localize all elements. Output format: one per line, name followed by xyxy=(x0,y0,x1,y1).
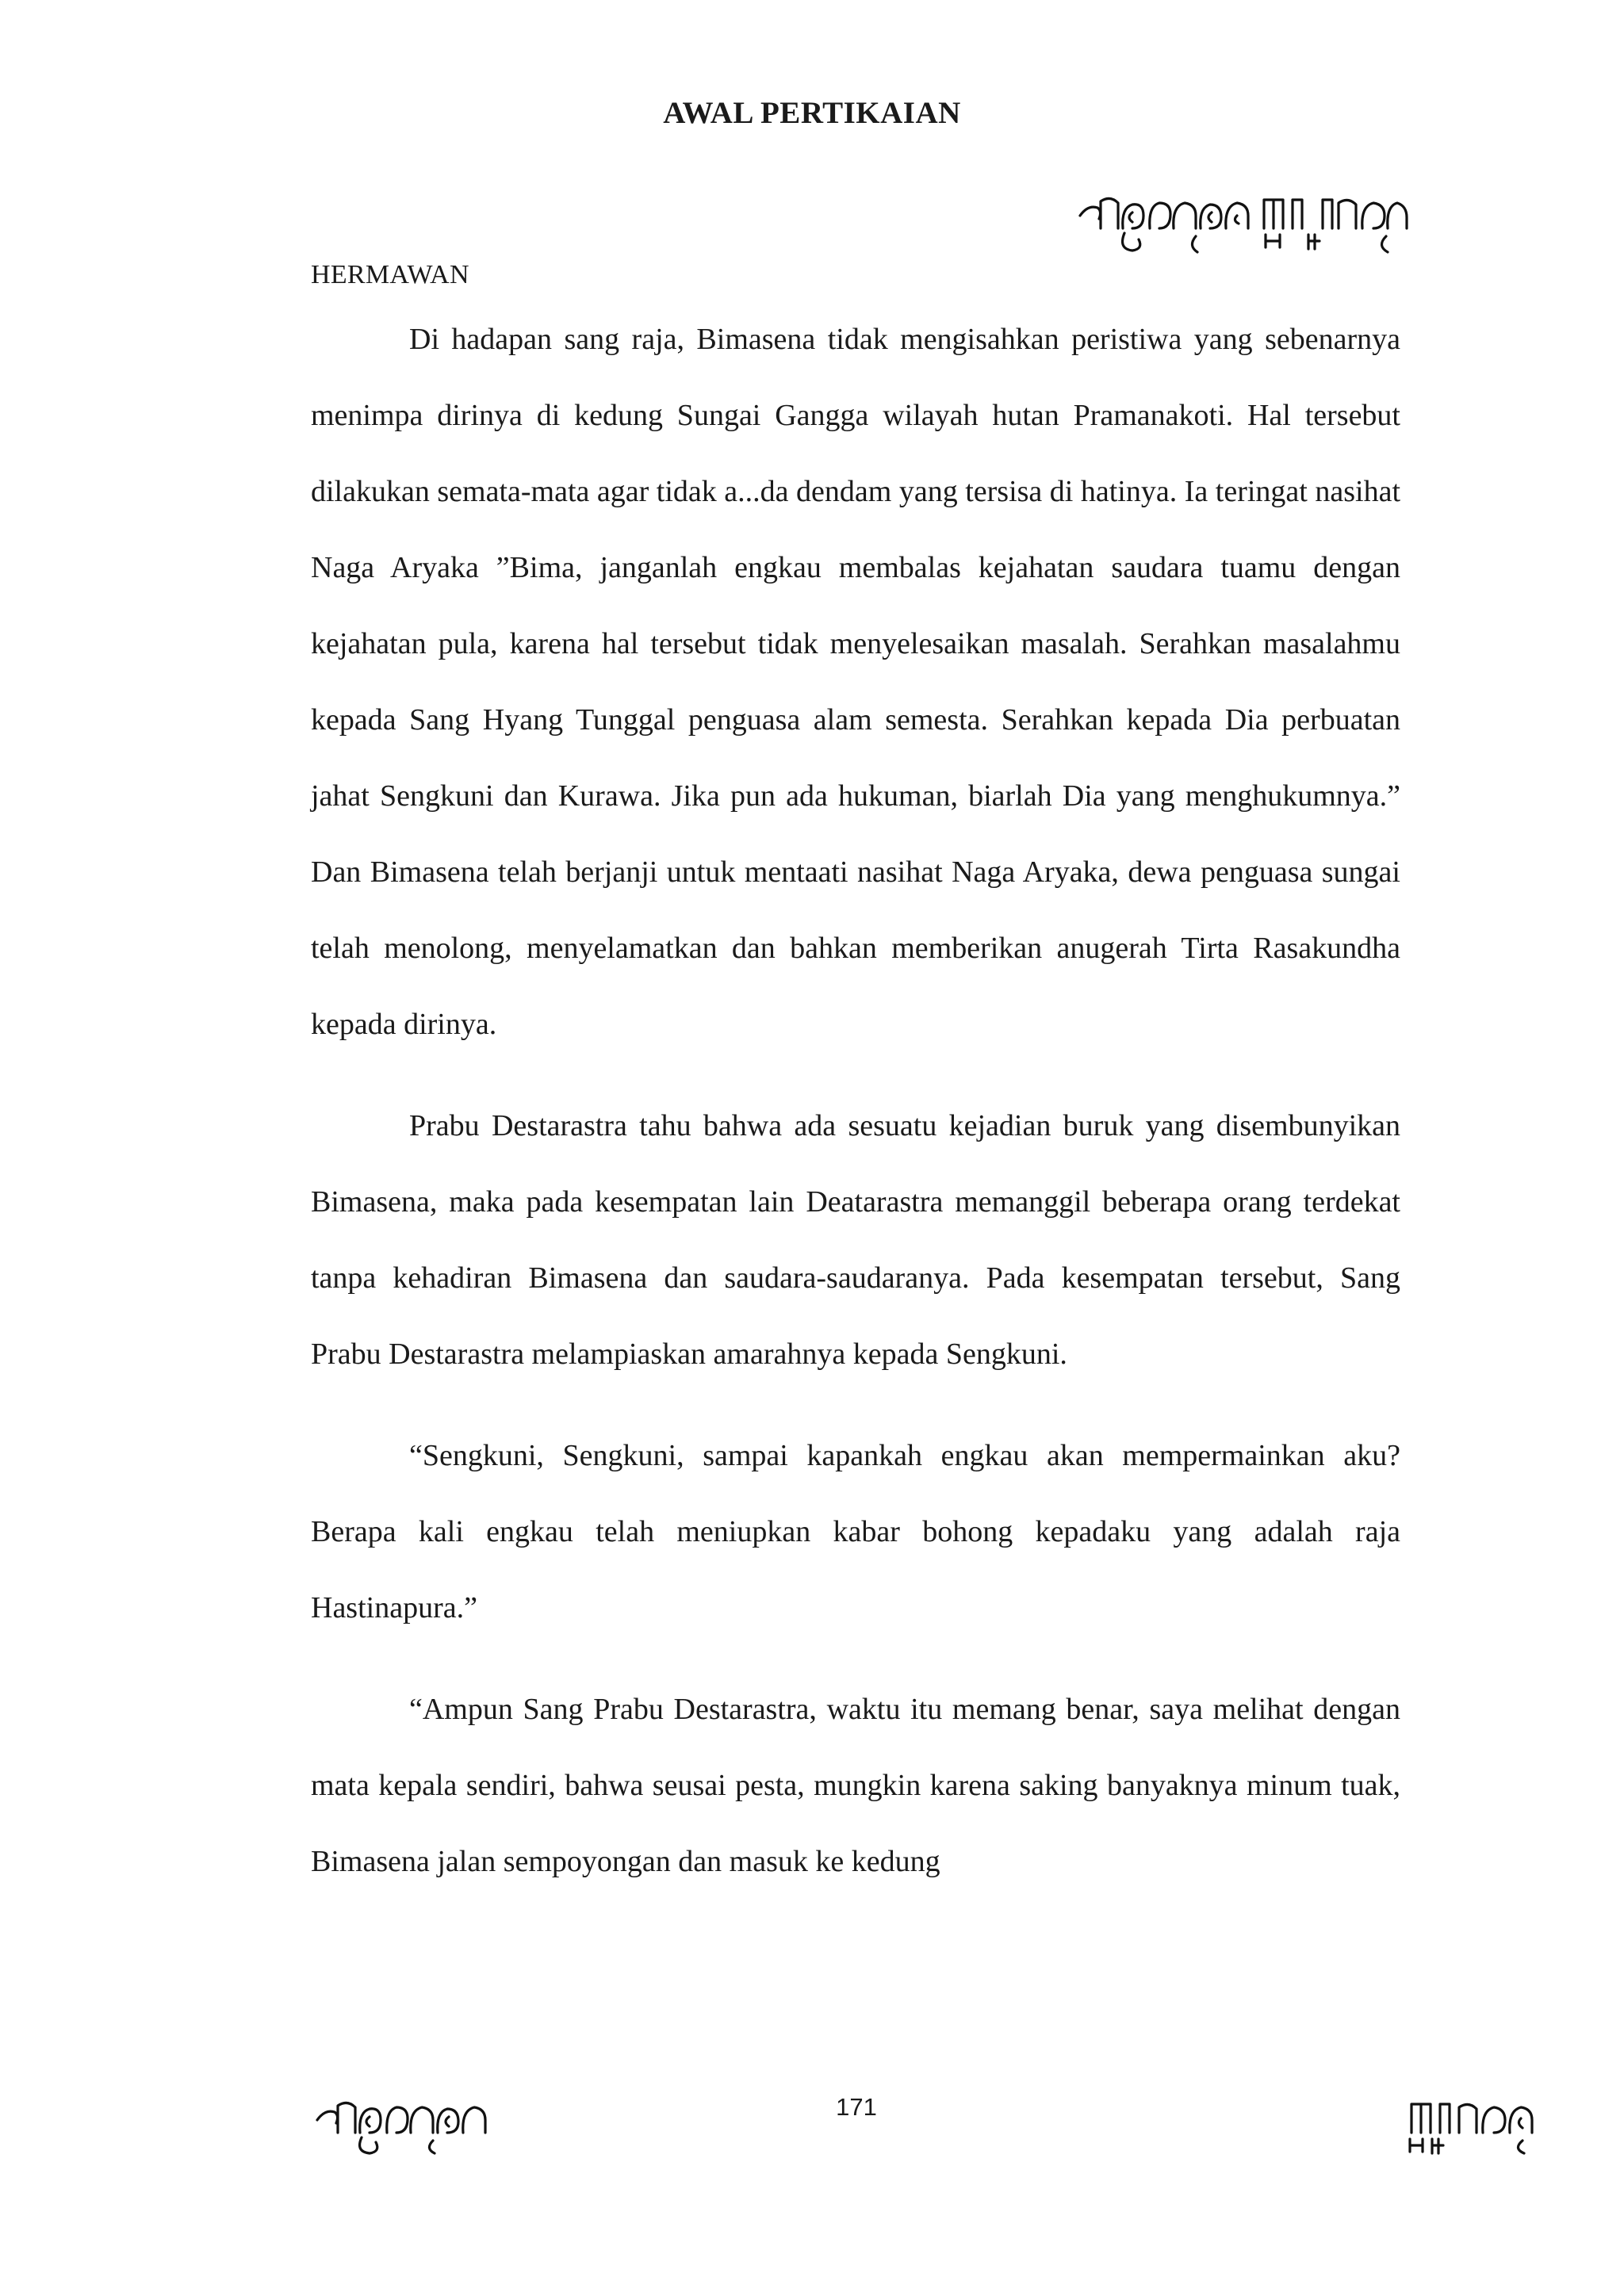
author-name: HERMAWAN xyxy=(311,260,469,289)
page-title: AWAL PERTIKAIAN xyxy=(663,96,961,130)
paragraph: “Sengkuni, Sengkuni, sampai kapankah engkau akan mempermainkan aku? Berapa kali engkau telah meniupkan kabar bohong kepadaku yang adalah raja Hastinapura.” xyxy=(311,1439,1400,1624)
paragraph: Di hadapan sang raja, Bimasena tidak mengisahkan peristiwa yang sebenarnya menimpa dirinya di kedung Sungai Gangga wilayah hutan Pramanakoti. Hal tersebut dilakukan semata-mata agar tidak a...da dendam yang tersisa di hatinya. Ia teringat nasihat Naga Aryaka ”Bima, janganlah engkau membalas kejahatan saudara tuamu dengan kejahatan pula, karena hal tersebut tidak menyelesaikan masalah. Serahkan masalahmu kepada Sang Hyang Tunggal penguasa alam semesta. Serahkan kepada Dia perbuatan jahat Sengkuni dan Kurawa. Jika pun ada hukuman, biarlah Dia yang menghukumnya.” Dan Bimasena telah berjanji untuk mentaati nasihat Naga Aryaka, dewa penguasa sungai telah menolong, menyelamatkan dan bahkan memberikan anugerah Tirta Rasakundha kepada dirinya. xyxy=(311,323,1400,1041)
javanese-script-logo-icon xyxy=(1077,184,1410,255)
paragraph: “Ampun Sang Prabu Destarastra, waktu itu memang benar, saya melihat dengan mata kepala sendiri, bahwa seusai pesta, mungkin karena saking banyaknya minum tuak, Bimasena jalan sempoyongan dan masuk ke kedung xyxy=(311,1693,1400,1878)
page-number: 171 xyxy=(836,2093,877,2121)
paragraph: Prabu Destarastra tahu bahwa ada sesuatu kejadian buruk yang disembunyikan Bimasena, maka pada kesempatan lain Deatarastra memanggil beberapa orang terdekat tanpa kehadiran Bimasena dan saudara-saudaranya. Pada kesempatan tersebut, Sang Prabu Destarastra melampiaskan amarahnya kepada Sengkuni. xyxy=(311,1109,1400,1371)
javanese-script-left-icon xyxy=(314,2091,496,2155)
javanese-script-right-icon xyxy=(1404,2091,1554,2155)
body-text xyxy=(311,301,1400,1900)
